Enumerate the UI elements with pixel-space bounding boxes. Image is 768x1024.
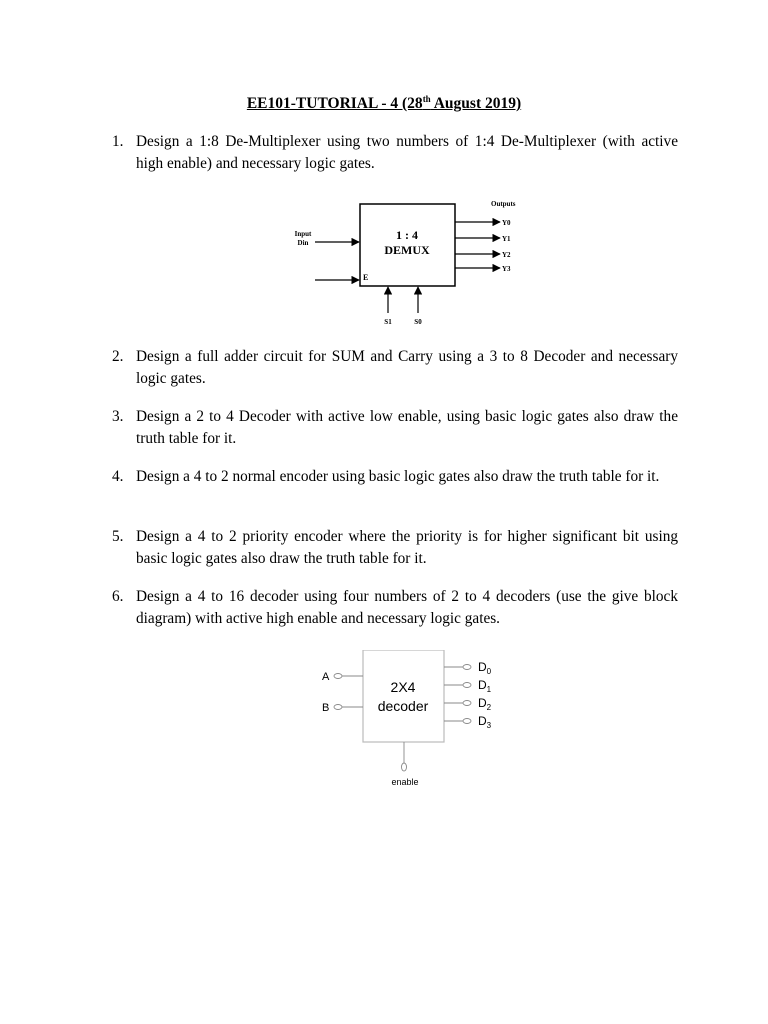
output-label-d2 xyxy=(478,696,492,712)
question-text: Design a 1:8 De-Multiplexer using two numbers of 1:4 De-Multiplexer (with active high enable) and necessary logic gates. xyxy=(136,133,678,172)
question-number: 4. xyxy=(112,468,124,485)
input-label-a: A xyxy=(322,671,330,683)
question-2 xyxy=(112,346,678,390)
title-sup: th xyxy=(422,94,431,104)
output-label-y0: Y0 xyxy=(502,219,511,227)
enable-label: enable xyxy=(391,777,419,787)
output-label-d2-base: D xyxy=(478,696,487,710)
output-bubble-d3 xyxy=(463,719,471,724)
enable-bubble xyxy=(402,763,407,771)
question-number: 6. xyxy=(112,588,124,605)
output-label-d0-base: D xyxy=(478,660,487,674)
question-3 xyxy=(112,406,678,450)
enable-label: E xyxy=(363,273,369,282)
question-text: Design a full adder circuit for SUM and Carry using a 3 to 8 Decoder and necessary logic gates. xyxy=(136,348,678,387)
output-label-d3-sub: 3 xyxy=(486,721,492,730)
output-label-d1-sub: 1 xyxy=(486,685,492,694)
title-tail: August 2019) xyxy=(430,95,522,113)
select-label-s1: S1 xyxy=(384,318,392,326)
output-label-d3-base: D xyxy=(478,714,487,728)
question-4 xyxy=(112,466,678,488)
output-label-y2: Y2 xyxy=(502,251,511,259)
output-label-d1 xyxy=(478,678,492,694)
input-label-2: Din xyxy=(297,239,309,247)
input-bubble-b xyxy=(334,705,342,710)
decoder-block-label-2: decoder xyxy=(377,698,429,714)
output-label-d1-base: D xyxy=(478,678,487,692)
output-bubble-d2 xyxy=(463,701,471,706)
output-label-d0 xyxy=(478,660,492,676)
decoder-block xyxy=(363,650,444,742)
output-label-d3 xyxy=(478,714,492,730)
demux-block-label-2: DEMUX xyxy=(384,243,430,257)
demux-block-label-1: 1 : 4 xyxy=(396,228,418,242)
output-label-y1: Y1 xyxy=(502,235,511,243)
question-1 xyxy=(112,131,678,175)
input-label-b: B xyxy=(322,702,330,714)
output-label-d2-sub: 2 xyxy=(486,703,492,712)
demux-diagram xyxy=(280,192,540,332)
question-6 xyxy=(112,586,678,630)
decoder-diagram xyxy=(310,650,510,790)
page-title xyxy=(0,94,768,113)
select-label-s0: S0 xyxy=(414,318,422,326)
question-number: 5. xyxy=(112,528,124,545)
input-bubble-a xyxy=(334,674,342,679)
decoder-block-label-1: 2X4 xyxy=(390,679,416,695)
question-number: 2. xyxy=(112,348,124,365)
question-text: Design a 4 to 2 priority encoder where the priority is for higher significant bit using basic logic gates also draw the truth table for it. xyxy=(136,528,678,567)
question-5 xyxy=(112,526,678,570)
question-text: Design a 4 to 2 normal encoder using basic logic gates also draw the truth table for it. xyxy=(136,468,660,485)
question-text: Design a 4 to 16 decoder using four numbers of 2 to 4 decoders (use the give block diagram) with active high enable and necessary logic gates. xyxy=(136,588,678,627)
question-text: Design a 2 to 4 Decoder with active low enable, using basic logic gates also draw the truth table for it. xyxy=(136,408,678,447)
input-label-1: Input xyxy=(294,230,312,238)
title-main: EE101-TUTORIAL - 4 (28 xyxy=(246,95,423,113)
question-number: 3. xyxy=(112,408,124,425)
output-bubble-d0 xyxy=(463,665,471,670)
output-label-d0-sub: 0 xyxy=(486,667,492,676)
question-number: 1. xyxy=(112,133,124,150)
output-bubble-d1 xyxy=(463,683,471,688)
output-label-y3: Y3 xyxy=(502,265,511,273)
outputs-label: Outputs xyxy=(491,200,516,208)
